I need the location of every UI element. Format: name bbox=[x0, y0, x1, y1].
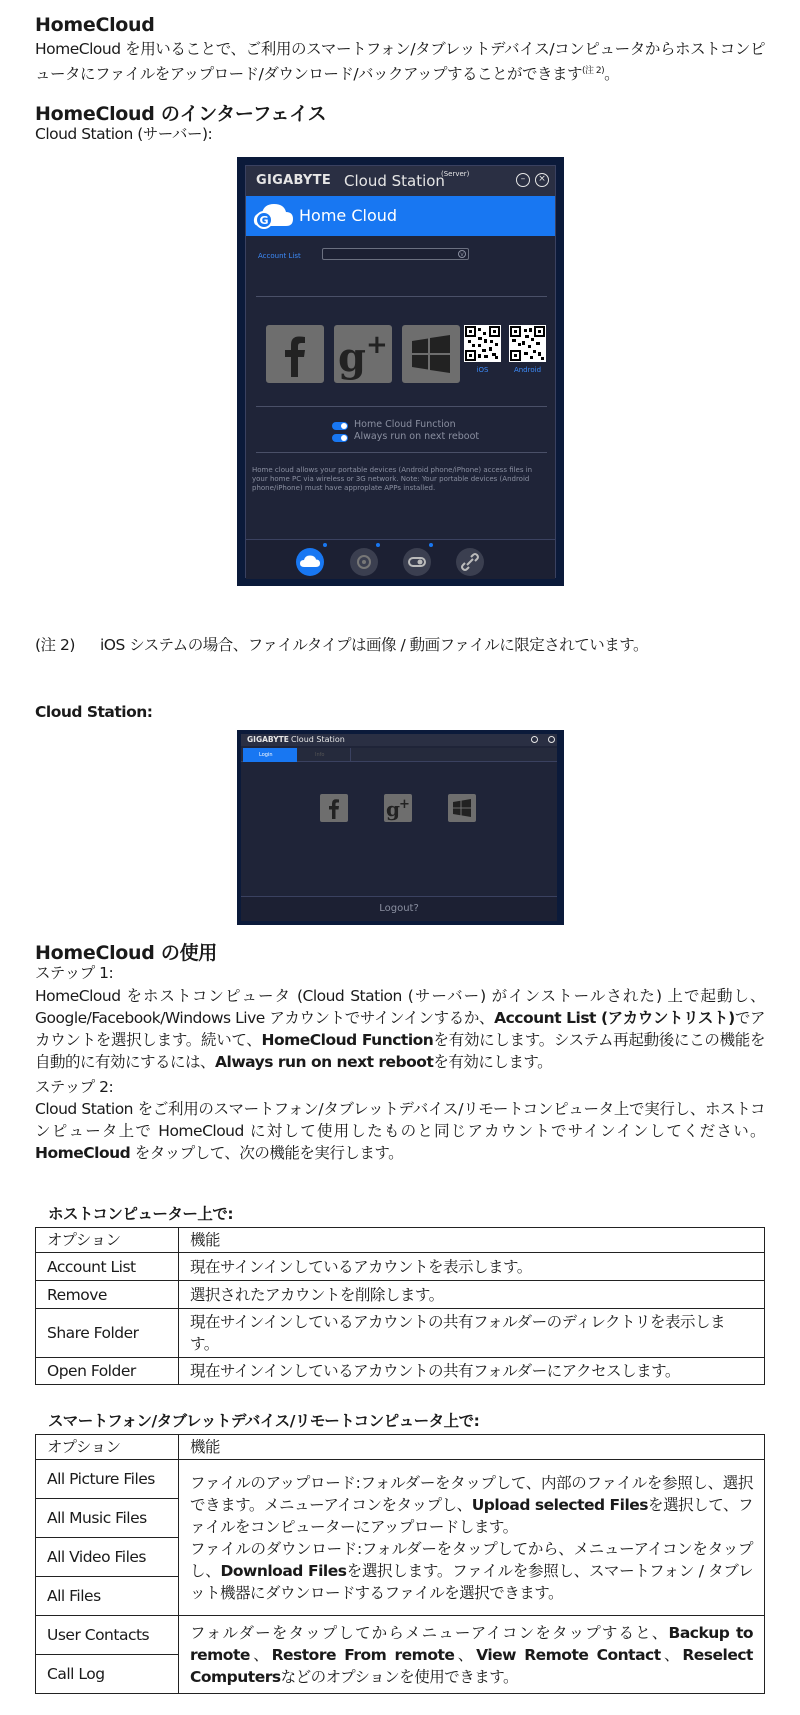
divider bbox=[256, 296, 547, 297]
table-row bbox=[36, 1358, 765, 1385]
intro-tail: 。 bbox=[604, 65, 620, 84]
download-files: Download Files bbox=[220, 1561, 347, 1580]
app-title: Cloud Station bbox=[291, 735, 345, 744]
function-cell: 現在サインインしているアカウントの共有フォルダーにアクセスします。 bbox=[179, 1358, 765, 1385]
remote-table-caption: スマートフォン/タブレットデバイス/リモートコンピュータ上で: bbox=[48, 1412, 480, 1430]
backup-to-remote: Backup to remote bbox=[190, 1623, 753, 1664]
note2-label: (注 2) bbox=[35, 636, 75, 654]
tab-login[interactable] bbox=[243, 748, 297, 762]
windows-live-signin-button[interactable] bbox=[402, 325, 460, 383]
option-cell: All Files bbox=[36, 1577, 179, 1616]
host-table-caption: ホストコンピューター上で: bbox=[48, 1205, 234, 1223]
tab-login-label: Login bbox=[259, 752, 273, 758]
section-title-interface: HomeCloud のインターフェイス bbox=[35, 103, 327, 125]
cloud-icon bbox=[296, 548, 324, 576]
status-dot bbox=[429, 543, 433, 547]
window-titlebar bbox=[241, 734, 557, 746]
option-cell: User Contacts bbox=[36, 1616, 179, 1655]
client-window bbox=[241, 734, 557, 921]
option-cell: Open Folder bbox=[36, 1358, 179, 1385]
step2-label: ステップ 2: bbox=[35, 1078, 114, 1096]
home-cloud-function-toggle[interactable] bbox=[332, 422, 348, 430]
option-cell: Remove bbox=[36, 1281, 179, 1309]
cloud-station-client-screenshot bbox=[237, 730, 564, 925]
host-options-table bbox=[35, 1227, 765, 1385]
header-title: Home Cloud bbox=[299, 206, 398, 225]
step1-account-list: Account List (アカウントリスト) bbox=[494, 1009, 735, 1027]
step1-text-a: HomeCloud をホストコンピュータ (Cloud Station (サーバー) がインストールされた) 上で起動し、Google/Facebook/Windows Live アカウントでサインインするか、 bbox=[35, 987, 765, 1027]
tab-bar bbox=[241, 748, 557, 762]
function-cell: 選択されたアカウントを削除します。 bbox=[179, 1281, 765, 1309]
divider bbox=[256, 452, 547, 453]
qr-code-icon bbox=[509, 325, 546, 362]
client-footer bbox=[241, 896, 557, 921]
cloud-logo-icon bbox=[252, 200, 294, 230]
step2-homecloud: HomeCloud bbox=[35, 1144, 131, 1162]
windows-icon bbox=[448, 794, 476, 822]
account-list-label: Account List bbox=[258, 252, 301, 260]
status-dot bbox=[323, 543, 327, 547]
contacts-desc-i: などのオプションを使用できます。 bbox=[280, 1667, 518, 1686]
facebook-signin-button[interactable] bbox=[320, 794, 348, 822]
table-header-cell: オプション bbox=[36, 1228, 179, 1253]
option-cell: All Music Files bbox=[36, 1499, 179, 1538]
minimize-icon[interactable] bbox=[531, 736, 538, 743]
qr-android-label: Android bbox=[513, 366, 542, 374]
chevron-down-icon: v bbox=[458, 250, 466, 258]
svg-text:g: g bbox=[386, 797, 400, 821]
cloud-station-label: Cloud Station: bbox=[35, 703, 153, 721]
remote-options-table bbox=[35, 1434, 765, 1694]
table-row bbox=[36, 1253, 765, 1281]
always-run-toggle[interactable] bbox=[332, 434, 348, 442]
logout-link[interactable]: Logout? bbox=[379, 903, 419, 914]
qr-code-icon bbox=[464, 325, 501, 362]
qr-ios-label: iOS bbox=[476, 366, 489, 374]
option-cell: Call Log bbox=[36, 1655, 179, 1694]
app-title: Cloud Station bbox=[344, 172, 445, 190]
home-cloud-function-label: Home Cloud Function bbox=[354, 419, 456, 430]
step2-paragraph bbox=[35, 1098, 765, 1164]
nav-hotspot-button[interactable] bbox=[350, 548, 378, 576]
windows-icon bbox=[402, 325, 460, 383]
files-desc-c: を選択して、ファイルをコンピューターにアップロードします。 bbox=[190, 1495, 753, 1536]
cloud-station-server-screenshot bbox=[237, 157, 564, 586]
option-cell: Account List bbox=[36, 1253, 179, 1281]
intro-text: HomeCloud を用いることで、ご利用のスマートフォン/タブレットデバイス/コンピュータからホストコンピュータにファイルをアップロード/ダウンロード/バックアップすることができます bbox=[35, 40, 765, 84]
table-row bbox=[36, 1616, 765, 1655]
nav-home-cloud-button[interactable] bbox=[296, 548, 324, 576]
note-reference: (注 2) bbox=[581, 66, 605, 76]
svg-text:+: + bbox=[366, 330, 388, 360]
app-title-suffix: (Server) bbox=[441, 170, 470, 178]
files-desc-d: ファイルのダウンロード:フォルダーをタップしてから、メニューアイコンをタップし、 bbox=[190, 1539, 753, 1580]
google-plus-signin-button[interactable] bbox=[334, 325, 392, 383]
svg-text:G: G bbox=[259, 214, 269, 227]
reselect-computers: Reselect Computers bbox=[190, 1645, 753, 1686]
toggle-icon bbox=[403, 548, 431, 576]
nav-link-button[interactable] bbox=[456, 548, 484, 576]
close-icon[interactable]: × bbox=[535, 173, 549, 187]
server-label: Cloud Station (サーバー): bbox=[35, 125, 213, 143]
files-desc-a: ファイルのアップロード:フォルダーをタップして、内部のファイルを参照し、選択できます。メニューアイコンをタップし、 bbox=[190, 1473, 753, 1514]
table-header-row bbox=[36, 1228, 765, 1253]
table-header-row bbox=[36, 1435, 765, 1460]
step1-text-c: でアカウントを選択します。続いて、 bbox=[35, 1009, 765, 1049]
facebook-icon bbox=[266, 325, 324, 383]
google-plus-icon bbox=[334, 325, 392, 383]
contacts-function-cell bbox=[179, 1616, 765, 1694]
tab-second-label: Info bbox=[315, 752, 325, 758]
step1-always-run: Always run on next reboot bbox=[215, 1053, 434, 1071]
intro-paragraph bbox=[35, 38, 765, 85]
bottom-nav-bar bbox=[246, 539, 555, 579]
touch-icon bbox=[350, 548, 378, 576]
table-row bbox=[36, 1281, 765, 1309]
server-window bbox=[245, 165, 556, 578]
home-cloud-header bbox=[246, 196, 555, 236]
section-title-homecloud: HomeCloud bbox=[35, 14, 155, 36]
svg-text:g: g bbox=[338, 334, 366, 381]
step1-label: ステップ 1: bbox=[35, 964, 114, 982]
close-icon[interactable] bbox=[548, 736, 555, 743]
table-header-cell: 機能 bbox=[179, 1228, 765, 1253]
tab-second[interactable] bbox=[297, 748, 351, 762]
always-run-label: Always run on next reboot bbox=[354, 431, 480, 442]
google-plus-signin-button[interactable] bbox=[384, 794, 412, 822]
contacts-sep: 、 bbox=[454, 1645, 477, 1664]
status-dot bbox=[376, 543, 380, 547]
function-cell: 現在サインインしているアカウントの共有フォルダーのディレクトリを表示します。 bbox=[179, 1309, 765, 1358]
brand-logo: GIGABYTE bbox=[256, 173, 331, 188]
step1-text-g: を有効にします。 bbox=[433, 1053, 553, 1071]
step2-text-a: Cloud Station をご利用のスマートフォン/タブレットデバイス/リモートコンピュータ上で実行し、ホストコンピュータ上で HomeCloud に対して使用したものと同じアカウントでサインインしてください。 bbox=[35, 1100, 765, 1140]
window-titlebar bbox=[246, 166, 555, 196]
section-title-usage: HomeCloud の使用 bbox=[35, 942, 217, 964]
android-qr-code bbox=[509, 325, 546, 362]
step1-paragraph bbox=[35, 985, 765, 1073]
note2-text: iOS システムの場合、ファイルタイプは画像 / 動画ファイルに限定されています。 bbox=[100, 636, 649, 654]
restore-from-remote: Restore From remote bbox=[271, 1645, 455, 1664]
function-cell: 現在サインインしているアカウントを表示します。 bbox=[179, 1253, 765, 1281]
ios-qr-code bbox=[464, 325, 501, 362]
divider bbox=[256, 406, 547, 407]
contacts-desc-a: フォルダーをタップしてからメニューアイコンをタップすると、 bbox=[190, 1623, 669, 1642]
upload-selected-files: Upload selected Files bbox=[471, 1495, 649, 1514]
brand-logo: GIGABYTE bbox=[247, 735, 289, 744]
home-cloud-description: Home cloud allows your portable devices (Android phone/iPhone) access files in your home PC via wireless or 3G network. Note: Your portable devices (Android phone/iPhone) must have approplate APPs installed. bbox=[252, 466, 533, 492]
table-row bbox=[36, 1309, 765, 1358]
files-function-cell bbox=[179, 1460, 765, 1616]
facebook-icon bbox=[320, 794, 348, 822]
table-row bbox=[36, 1460, 765, 1499]
contacts-sep: 、 bbox=[660, 1645, 683, 1664]
option-cell: All Video Files bbox=[36, 1538, 179, 1577]
minimize-icon[interactable]: – bbox=[516, 173, 530, 187]
table-header-cell: 機能 bbox=[179, 1435, 765, 1460]
step1-homecloud-function: HomeCloud Function bbox=[261, 1031, 434, 1049]
contacts-sep: 、 bbox=[249, 1645, 272, 1664]
files-desc-f: を選択します。ファイルを参照し、スマートフォン / タブレット機器にダウンロードするファイルを選択できます。 bbox=[190, 1561, 754, 1602]
nav-remote-click-button[interactable] bbox=[403, 548, 431, 576]
step2-text-c: をタップして、次の機能を実行します。 bbox=[130, 1144, 404, 1162]
windows-live-signin-button[interactable] bbox=[448, 794, 476, 822]
step1-text-e: を有効にします。システム再起動後にこの機能を自動的に有効にするには、 bbox=[35, 1031, 766, 1071]
facebook-signin-button[interactable] bbox=[266, 325, 324, 383]
account-list-dropdown[interactable] bbox=[322, 248, 469, 260]
view-remote-contact: View Remote Contact bbox=[476, 1645, 661, 1664]
option-cell: Share Folder bbox=[36, 1309, 179, 1358]
link-icon bbox=[456, 548, 484, 576]
table-header-cell: オプション bbox=[36, 1435, 179, 1460]
svg-text:+: + bbox=[399, 797, 410, 812]
option-cell: All Picture Files bbox=[36, 1460, 179, 1499]
google-plus-icon bbox=[384, 794, 412, 822]
